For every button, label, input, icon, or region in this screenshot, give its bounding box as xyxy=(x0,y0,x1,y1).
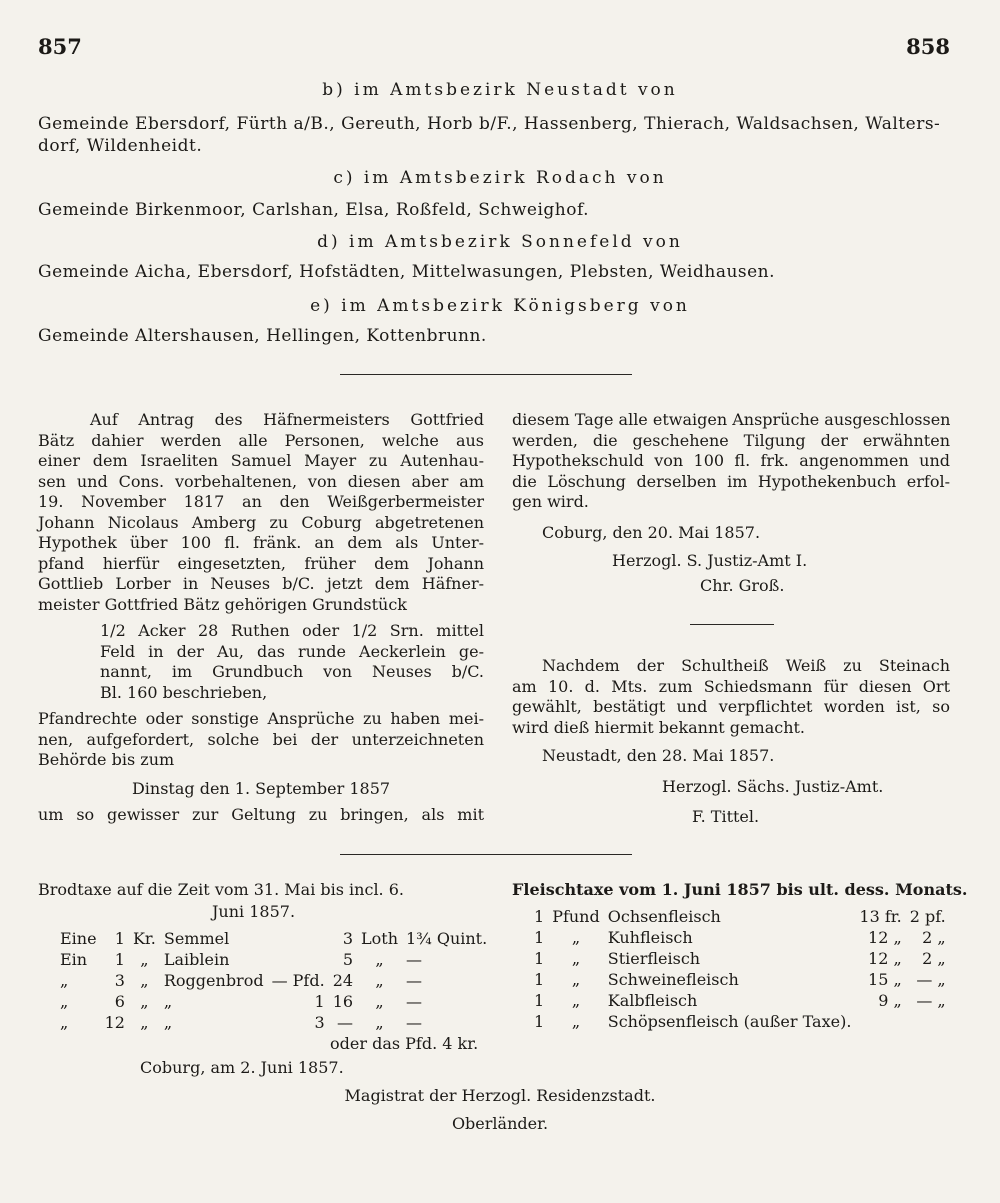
notice-line: Gottlieb Lorber in Neuses b/C. jetzt dem Häfner- xyxy=(38,574,484,593)
bread-tax-row-cell: — xyxy=(337,1013,354,1032)
notice-line: Hypothek über 100 fl. fränk. an dem als Unter- xyxy=(38,533,484,552)
meat-tax-row-cell: 1 xyxy=(534,907,545,926)
bread-tax-alternative: oder das Pfd. 4 kr. xyxy=(330,1034,479,1053)
notice-line: sen und Cons. vorbehaltenen, von diesen aber am xyxy=(38,471,484,491)
notice-line: Behörde bis zum xyxy=(38,750,175,769)
notice-line: Nachdem der Schultheiß Weiß zu Steinach xyxy=(542,656,950,675)
footer-signer: Oberländer. xyxy=(451,1114,549,1133)
meat-tax-row-cell: 2 pf. xyxy=(909,907,946,926)
district-line: Gemeinde Birkenmoor, Carlshan, Elsa, Roßfeld, Schweighof. xyxy=(38,200,590,220)
bread-tax-table xyxy=(56,928,491,1033)
meat-tax-row-cell: „ xyxy=(571,970,581,989)
notice-line: Bätz dahier werden alle Personen, welche aus xyxy=(38,430,484,450)
meat-tax-row-cell: 12 „ xyxy=(868,949,902,968)
bread-tax-row-cell: 1 xyxy=(114,950,125,969)
meat-tax-row-cell: Stierfleisch xyxy=(607,949,701,968)
notice-divider xyxy=(690,624,774,625)
meat-tax-row-cell: Ochsenfleisch xyxy=(607,907,721,926)
meat-tax-row-cell: 2 „ xyxy=(922,928,946,947)
notice-line: Pfandrechte oder sonstige Ansprüche zu haben mei- xyxy=(38,709,484,728)
bread-tax-row-cell: 3 xyxy=(314,1013,325,1032)
district-heading-koenigsberg: e) im Amtsbezirk Königsberg von xyxy=(310,296,690,316)
notice-line: Auf Antrag des Häfnermeisters Gottfried xyxy=(90,410,484,429)
meat-tax-row xyxy=(530,1011,950,1032)
authority: Herzogl. Sächs. Justiz-Amt. xyxy=(662,776,884,796)
notice-line: gewählt, bestätigt und verpflichtet worden ist, so xyxy=(512,697,950,716)
meat-tax-row xyxy=(530,990,950,1011)
place-date: Coburg, den 20. Mai 1857. xyxy=(542,522,761,542)
bread-tax-row-cell: „ xyxy=(375,971,384,990)
bread-tax-row-cell: 1¾ Quint. xyxy=(406,929,488,948)
bread-tax-row-cell: Eine xyxy=(60,929,97,948)
district-heading-rodach: c) im Amtsbezirk Rodach von xyxy=(333,168,667,188)
notice-line: um so gewisser zur Geltung zu bringen, als mit xyxy=(38,805,484,824)
bread-tax-row-cell: 16 xyxy=(332,992,354,1011)
notice-line: wird dieß hiermit bekannt gemacht. xyxy=(512,717,806,737)
bread-tax-row-cell: „ xyxy=(60,992,69,1011)
bread-tax-row-cell: 1 xyxy=(114,929,125,948)
meat-tax-table xyxy=(530,906,950,1032)
notice-line: werden, die geschehene Tilgung der erwähnten xyxy=(512,430,950,450)
bread-tax-row-cell: 6 xyxy=(114,992,125,1011)
meat-tax-row-cell: 9 „ xyxy=(878,991,902,1010)
meat-tax-row-cell: Schweinefleisch xyxy=(607,970,739,989)
district-line: Gemeinde Aicha, Ebersdorf, Hofstädten, Mittelwasungen, Plebsten, Weidhausen. xyxy=(38,262,776,282)
footer-authority: Magistrat der Herzogl. Residenzstadt. xyxy=(344,1086,656,1105)
meat-tax-row-cell: Kuhfleisch xyxy=(607,928,693,947)
bread-tax-row-cell: — xyxy=(406,971,423,990)
bread-tax-row-cell xyxy=(268,949,329,970)
bread-tax-row-cell: „ xyxy=(140,1013,149,1032)
bread-tax-row-cell: Kr. xyxy=(132,929,156,948)
meat-tax-row-cell: „ xyxy=(571,991,581,1010)
bread-tax-row-cell: „ xyxy=(140,992,149,1011)
bread-tax-row xyxy=(56,949,491,970)
bread-tax-row xyxy=(56,991,491,1012)
meat-tax-row-cell xyxy=(855,1011,905,1032)
notice-schiedsmann xyxy=(512,656,950,828)
meat-tax-row-cell: — „ xyxy=(916,991,946,1010)
district-line: Gemeinde Altershausen, Hellingen, Kottenbrunn. xyxy=(38,326,487,346)
bread-tax-row-cell: 3 xyxy=(114,971,125,990)
meat-tax-row xyxy=(530,969,950,990)
bread-tax-row-cell: 24 xyxy=(332,971,354,990)
section-divider xyxy=(340,854,632,855)
meat-tax-row-cell: 2 „ xyxy=(922,949,946,968)
property-line: Feld in der Au, das runde Aeckerlein ge- xyxy=(100,641,484,661)
bread-tax-row-cell: „ xyxy=(375,950,384,969)
bread-tax-row-cell: 3 xyxy=(342,929,354,948)
bread-tax-heading-2: Juni 1857. xyxy=(212,902,296,921)
notice-line: Johann Nicolaus Amberg zu Coburg abgetretenen xyxy=(38,512,484,532)
district-heading-neustadt: b) im Amtsbezirk Neustadt von xyxy=(322,80,678,100)
footer-place-date: Coburg, am 2. Juni 1857. xyxy=(140,1058,344,1077)
meat-tax-row-cell: Kalbfleisch xyxy=(607,991,698,1010)
notice-line: einer dem Israeliten Samuel Mayer zu Autenhau- xyxy=(38,451,484,470)
deadline: Dinstag den 1. September 1857 xyxy=(131,778,391,798)
meat-tax-row-cell: 1 xyxy=(534,991,545,1010)
page-number-left: 857 xyxy=(38,34,82,59)
bread-tax-row xyxy=(56,1012,491,1033)
bread-tax-row xyxy=(56,928,491,949)
bread-tax-row-cell: „ xyxy=(60,971,69,990)
notice-line: diesem Tage alle etwaigen Ansprüche ausgeschlossen xyxy=(512,410,951,429)
meat-tax-row-cell: „ xyxy=(571,928,581,947)
meat-tax-row-cell: Pfund xyxy=(552,907,600,926)
bread-tax-row-cell: Loth xyxy=(361,929,399,948)
district-heading-sonnefeld: d) im Amtsbezirk Sonnefeld von xyxy=(317,232,683,252)
property-line: Bl. 160 beschrieben, xyxy=(100,682,268,702)
bread-tax-row-cell: 5 xyxy=(342,950,354,969)
notice-line: Hypothekschuld von 100 fl. frk. angenommen und xyxy=(512,451,950,470)
district-line: dorf, Wildenheidt. xyxy=(38,136,203,156)
notice-line: nen, aufgefordert, solche bei der unterzeichneten xyxy=(38,729,484,749)
bread-tax-row-cell: Semmel xyxy=(163,929,230,948)
notice-line: am 10. d. Mts. zum Schiedsmann für diesen Ort xyxy=(512,676,950,696)
bread-tax-row-cell: — xyxy=(406,1013,423,1032)
signer: F. Tittel. xyxy=(692,807,760,826)
bread-tax-row-cell: — Pfd. xyxy=(271,971,325,990)
notice-left xyxy=(38,410,484,826)
meat-tax-row-cell: 15 „ xyxy=(868,970,902,989)
bread-tax-row xyxy=(56,970,491,991)
meat-tax-row-cell: 1 xyxy=(534,928,545,947)
meat-tax-row-cell: 13 fr. xyxy=(859,907,902,926)
bread-tax-row-cell: 1 xyxy=(314,992,325,1011)
notice-line: pfand hierfür eingesetzten, früher dem Johann xyxy=(38,553,484,573)
section-divider xyxy=(340,374,632,375)
bread-tax-heading: Brodtaxe auf die Zeit vom 31. Mai bis incl. 6. xyxy=(38,880,404,899)
notice-line: 19. November 1817 an den Weißgerbermeister xyxy=(38,492,484,511)
meat-tax-row xyxy=(530,906,950,927)
meat-tax-row-cell xyxy=(906,1011,950,1032)
meat-tax-row xyxy=(530,927,950,948)
notice-right xyxy=(512,410,950,596)
bread-tax-row-cell: — xyxy=(406,950,423,969)
notice-line: gen wird. xyxy=(512,492,589,511)
meat-tax-row-cell: Schöpsenfleisch (außer Taxe). xyxy=(607,1012,852,1031)
meat-tax-row xyxy=(530,948,950,969)
bread-tax-row-cell: „ xyxy=(163,1013,173,1032)
bread-tax-row-cell: 12 xyxy=(104,1013,125,1032)
meat-tax-row-cell: 1 xyxy=(534,1012,545,1031)
signer: Chr. Groß. xyxy=(700,575,785,595)
meat-tax-row-cell: „ xyxy=(571,1012,581,1031)
meat-tax-row-cell: 12 „ xyxy=(868,928,902,947)
property-line: 1/2 Acker 28 Ruthen oder 1/2 Srn. mittel xyxy=(100,621,484,640)
notice-line: meister Gottfried Bätz gehörigen Grundstück xyxy=(38,594,407,614)
bread-tax-row-cell: „ xyxy=(140,950,149,969)
bread-tax-row-cell: Ein xyxy=(60,950,88,969)
meat-tax-heading: Fleischtaxe vom 1. Juni 1857 bis ult. dess. Monats. xyxy=(512,880,968,899)
authority: Herzogl. S. Justiz-Amt I. xyxy=(612,551,808,570)
bread-tax-row-cell: „ xyxy=(375,992,384,1011)
bread-tax-row-cell xyxy=(268,928,329,949)
notice-line: die Löschung derselben im Hypothekenbuch erfol- xyxy=(512,471,950,491)
bread-tax-row-cell: „ xyxy=(375,1013,384,1032)
district-line: Gemeinde Ebersdorf, Fürth a/B., Gereuth, Horb b/F., Hassenberg, Thierach, Waldsachsen, Walters- xyxy=(38,114,941,134)
meat-tax-row-cell: „ xyxy=(571,949,581,968)
bread-tax-row-cell: — xyxy=(406,992,423,1011)
meat-tax-row-cell: — „ xyxy=(916,970,946,989)
bread-tax-row-cell: „ xyxy=(140,971,149,990)
bread-tax-row-cell: „ xyxy=(163,992,173,1011)
meat-tax-row-cell: 1 xyxy=(534,970,545,989)
bread-tax-row-cell: „ xyxy=(60,1013,69,1032)
meat-tax-row-cell: 1 xyxy=(534,949,545,968)
bread-tax-row-cell: Roggenbrod xyxy=(163,971,264,990)
bread-tax-row-cell: Laiblein xyxy=(163,950,230,969)
page-number-right: 858 xyxy=(906,34,950,59)
property-line: nannt, im Grundbuch von Neuses b/C. xyxy=(100,662,484,681)
place-date: Neustadt, den 28. Mai 1857. xyxy=(542,746,775,765)
